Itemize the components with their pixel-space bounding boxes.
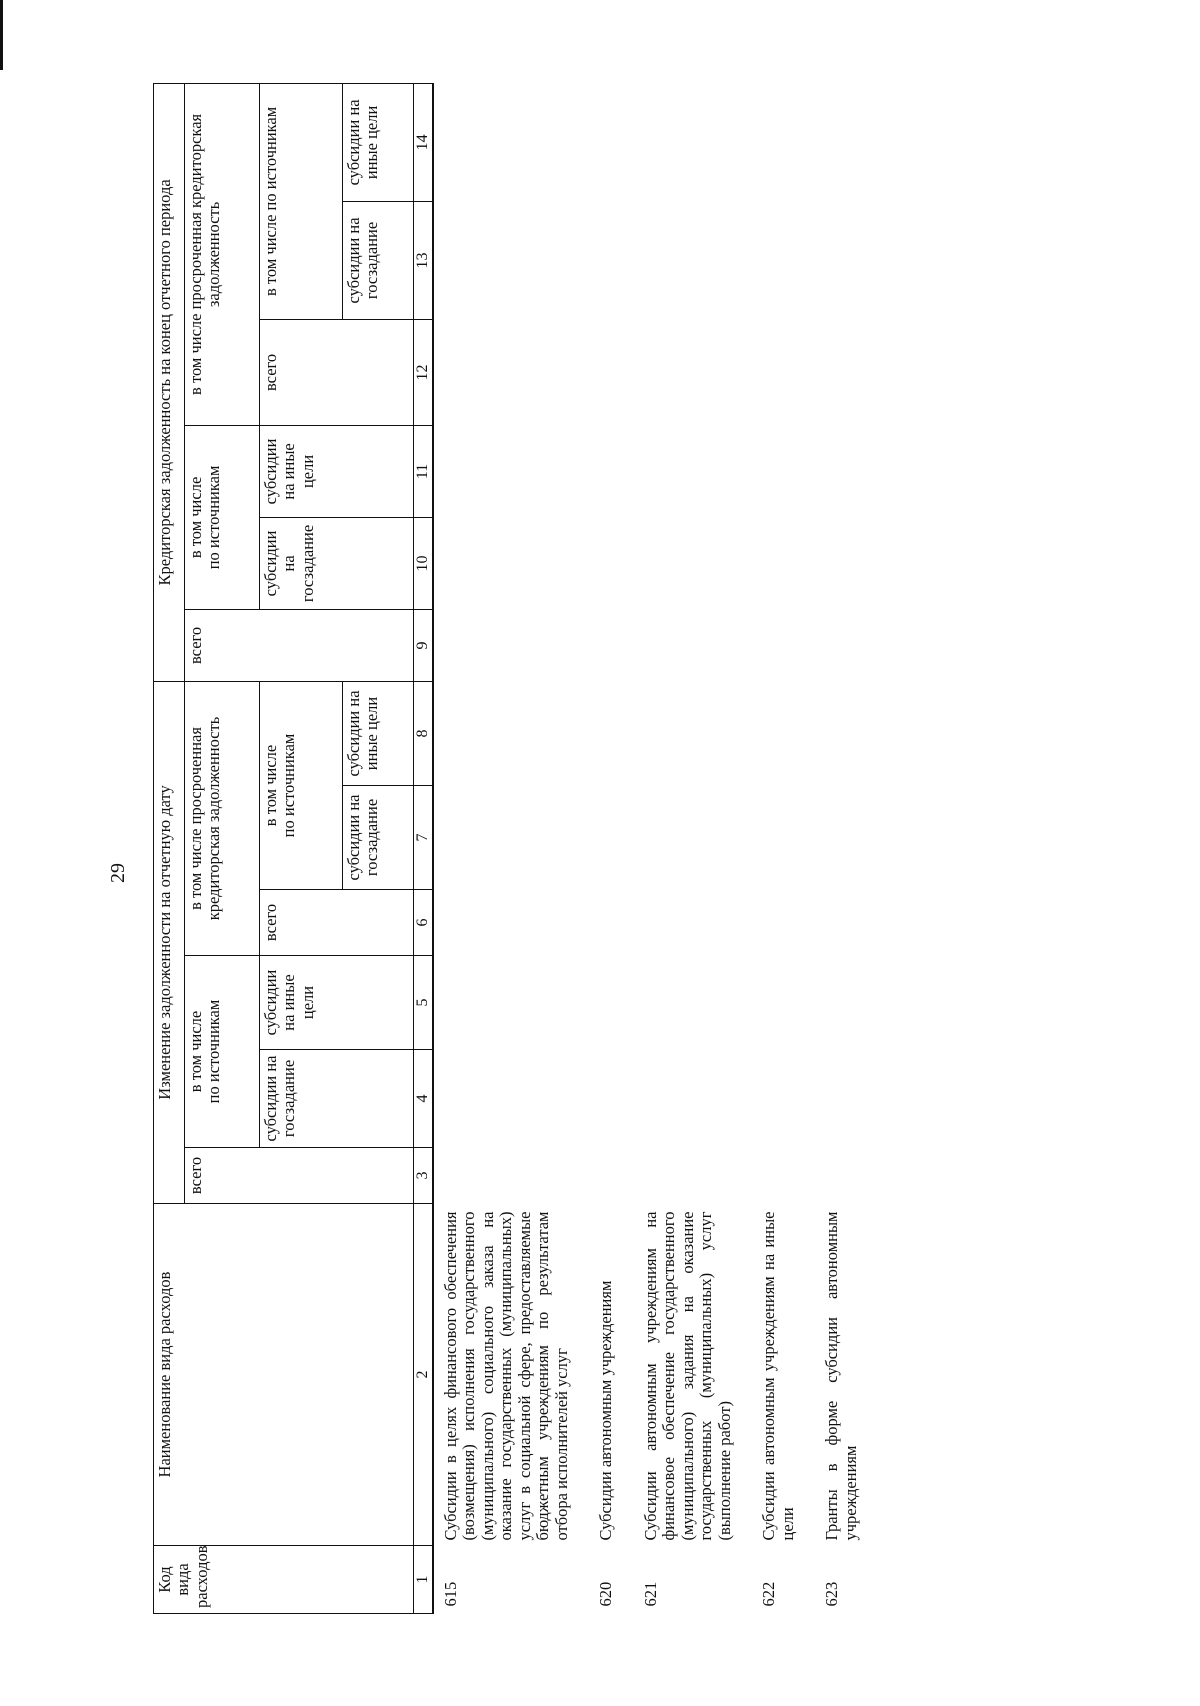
table-row xyxy=(815,83,878,1613)
header-change-subsidy-state: субсидии на госзадание xyxy=(260,1050,414,1148)
row-name: Гранты в форме субсидии автономным учреждениям xyxy=(822,1211,860,1541)
row-empty-values xyxy=(815,83,878,1203)
table-row xyxy=(433,83,589,1613)
column-number: 10 xyxy=(414,517,434,609)
row-name: Субсидии автономным учреждениям на иные цели xyxy=(759,1211,797,1541)
header-change-subsidy-other: субсидии на иные цели xyxy=(260,956,414,1050)
row-code: 622 xyxy=(759,1581,779,1607)
header-name: Наименование вида расходов xyxy=(154,1204,414,1546)
row-empty-values xyxy=(752,83,815,1203)
header-end-subsidy-state: субсидии на госзадание xyxy=(260,517,414,609)
header-code: Код вида расходов xyxy=(154,1546,414,1614)
row-code: 615 xyxy=(441,1581,460,1607)
header-end-by-sources: в том числе по источникам xyxy=(185,425,260,609)
rotated-table-container xyxy=(153,84,1200,1614)
column-number: 12 xyxy=(414,319,434,425)
column-number: 5 xyxy=(414,956,434,1050)
row-code: 620 xyxy=(596,1581,616,1607)
header-debt-change: Изменение задолженности на отчетную дату xyxy=(154,681,185,1203)
page-edge-mark xyxy=(0,0,3,70)
header-end-subsidy-other: субсидии на иные цели xyxy=(260,425,414,517)
table-row xyxy=(634,83,752,1613)
row-code: 621 xyxy=(640,1581,660,1607)
header-change-overdue: в том числе просроченная кредиторская задолженность xyxy=(185,681,260,955)
table-row xyxy=(589,83,633,1613)
row-empty-values xyxy=(634,83,752,1203)
header-end-overdue-total: всего xyxy=(260,319,414,425)
header-change-overdue-subsidy-state: субсидии на госзадание xyxy=(343,786,414,890)
column-number: 3 xyxy=(414,1148,434,1204)
column-number: 1 xyxy=(414,1546,434,1614)
header-end-total: всего xyxy=(185,609,414,681)
row-name: Субсидии автономным учреждениям xyxy=(596,1280,616,1541)
column-number: 7 xyxy=(414,786,434,890)
column-number: 6 xyxy=(414,890,434,956)
header-change-overdue-subsidy-other: субсидии на иные цели xyxy=(343,681,414,785)
row-empty-values xyxy=(433,83,589,1203)
row-code: 623 xyxy=(822,1581,842,1607)
header-debt-end-period: Кредиторская задолженность на конец отчетного периода xyxy=(154,83,185,681)
row-empty-values xyxy=(589,83,633,1203)
debt-table xyxy=(153,83,878,1614)
table-row xyxy=(752,83,815,1613)
row-name: Субсидии автономным учреждениям на финансовое обеспечение государственного (муниципального) задания на оказание государственных (муниципальных) услуг (выполнение работ) xyxy=(640,1211,734,1541)
column-number: 11 xyxy=(414,425,434,517)
column-number: 2 xyxy=(414,1204,434,1546)
header-change-by-sources: в том числе по источникам xyxy=(185,956,260,1148)
column-numbers-row xyxy=(414,83,434,1613)
column-number: 13 xyxy=(414,201,434,319)
column-number: 4 xyxy=(414,1050,434,1148)
header-change-overdue-total: всего xyxy=(260,890,414,956)
header-end-overdue: в том числе просроченная кредиторская задолженность xyxy=(185,83,260,425)
column-number: 14 xyxy=(414,83,434,201)
row-name: Субсидии в целях финансового обеспечения (возмещения) исполнения государственного (муниципального) социального заказа на оказание государственных (муниципальных) услуг в социальной сфере, предоставляемые бюджетным учреждениям по результатам отбора исполнителей услуг xyxy=(441,1211,571,1541)
column-number: 8 xyxy=(414,681,434,785)
header-change-overdue-by-sources: в том числе по источникам xyxy=(260,681,343,889)
header-change-total: всего xyxy=(185,1148,414,1204)
header-end-overdue-by-sources: в том числе по источникам xyxy=(260,83,343,319)
header-end-overdue-subsidy-other: субсидии на иные цели xyxy=(343,83,414,201)
header-end-overdue-subsidy-state: субсидии на госзадание xyxy=(343,201,414,319)
column-number: 9 xyxy=(414,609,434,681)
page-number: 29 xyxy=(107,863,129,883)
